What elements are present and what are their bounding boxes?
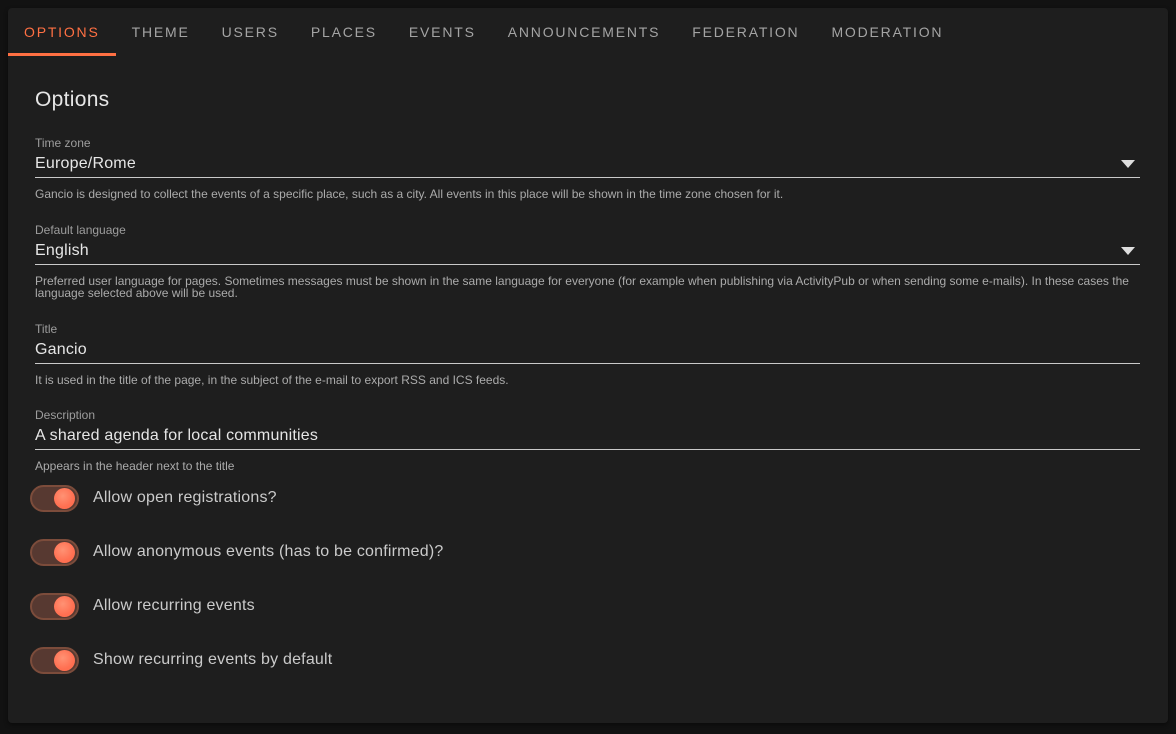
language-field: [35, 223, 1140, 300]
timezone-label: Time zone: [35, 136, 91, 150]
allow-registrations-toggle[interactable]: [30, 485, 79, 512]
dropdown-arrow-icon: [1121, 247, 1135, 255]
timezone-select[interactable]: [35, 154, 1140, 178]
dropdown-arrow-icon: [1121, 160, 1135, 168]
tab-moderation[interactable]: MODERATION: [831, 24, 944, 40]
tab-federation[interactable]: FEDERATION: [692, 24, 800, 40]
tab-events[interactable]: EVENTS: [408, 24, 476, 40]
allow-anonymous-events-label[interactable]: Allow anonymous events (has to be confirmed)?: [93, 543, 444, 560]
tab-announcements[interactable]: ANNOUNCEMENTS: [507, 24, 661, 40]
title-input[interactable]: [35, 340, 1140, 360]
title-input-wrap: [35, 340, 1140, 364]
admin-settings-card: [8, 8, 1168, 723]
admin-tab-bar: [8, 8, 1168, 56]
description-label: Description: [35, 408, 96, 422]
description-input[interactable]: [35, 426, 1140, 446]
toggle-list: [35, 485, 1140, 674]
language-select[interactable]: [35, 241, 1140, 265]
toggle-row: [30, 647, 1140, 674]
title-field: [35, 322, 1140, 387]
options-panel: [8, 56, 1168, 674]
allow-registrations-label[interactable]: Allow open registrations?: [93, 489, 277, 506]
tab-options[interactable]: OPTIONS: [8, 8, 116, 56]
timezone-value: Europe/Rome: [35, 155, 136, 172]
language-value: English: [35, 241, 89, 259]
language-hint: Preferred user language for pages. Sometimes messages must be shown in the same language for everyone (for example when publishing via ActivityPub or when sending some e-mails). In these cases the language selected above will be used.: [35, 273, 1129, 300]
tab-theme[interactable]: THEME: [131, 24, 190, 40]
description-input-wrap: [35, 426, 1140, 450]
toggle-knob: [54, 488, 75, 509]
tab-places[interactable]: PLACES: [310, 24, 377, 40]
toggle-row: [30, 539, 1140, 566]
title-hint: It is used in the title of the page, in the subject of the e-mail to export RSS and ICS feeds.: [35, 372, 509, 387]
description-field: [35, 408, 1140, 473]
tab-users[interactable]: USERS: [221, 24, 279, 40]
timezone-field: [35, 136, 1140, 201]
toggle-knob: [54, 542, 75, 563]
allow-recurring-events-label[interactable]: Allow recurring events: [93, 597, 255, 614]
toggle-knob: [54, 596, 75, 617]
language-label: Default language: [35, 222, 126, 237]
show-recurring-events-toggle[interactable]: [30, 647, 79, 674]
show-recurring-events-label[interactable]: Show recurring events by default: [93, 651, 333, 668]
allow-recurring-events-toggle[interactable]: [30, 593, 79, 620]
page-title: Options: [35, 88, 110, 111]
toggle-row: [30, 593, 1140, 620]
toggle-knob: [54, 650, 75, 671]
description-hint: Appears in the header next to the title: [35, 459, 235, 473]
allow-anonymous-events-toggle[interactable]: [30, 539, 79, 566]
timezone-hint: Gancio is designed to collect the events of a specific place, such as a city. All events in this place will be shown in the time zone chosen for it.: [35, 187, 784, 201]
toggle-row: [30, 485, 1140, 512]
title-label: Title: [35, 321, 58, 336]
